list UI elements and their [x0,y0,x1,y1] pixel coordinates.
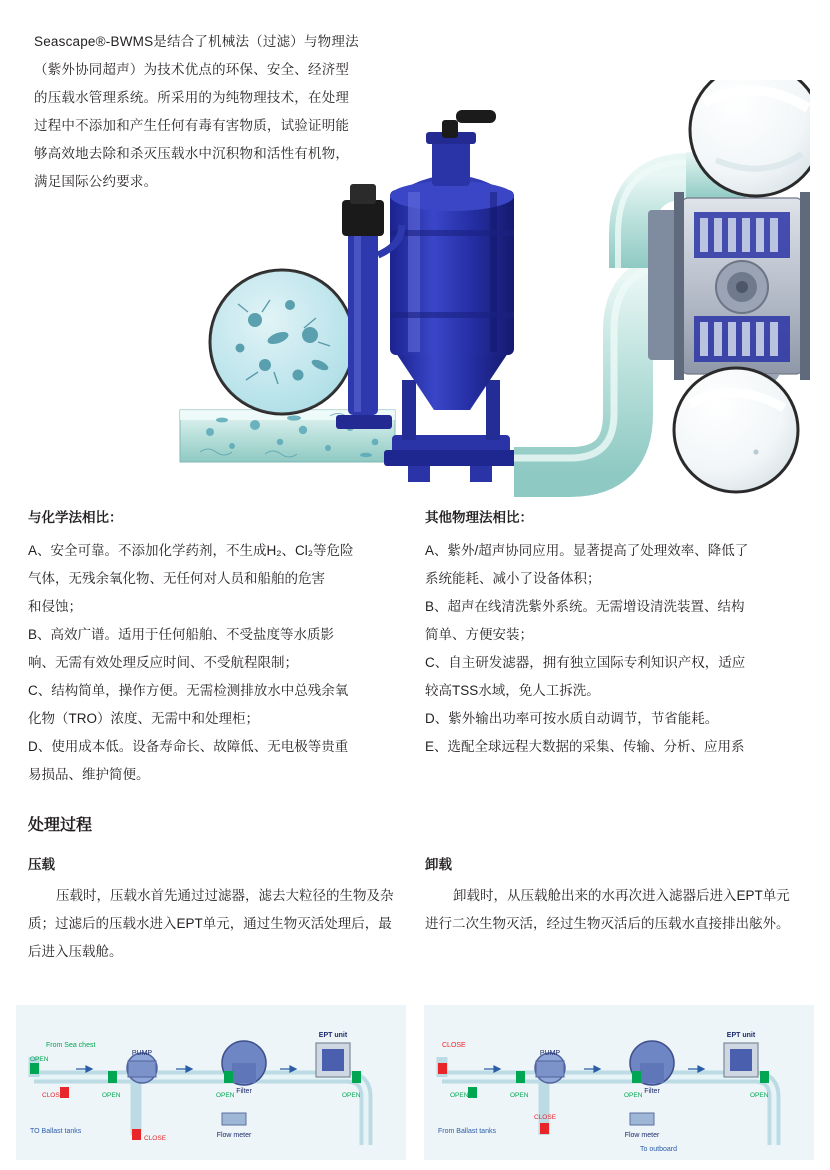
list-item: D、使用成本低。设备寿命长、故障低、无电极等贵重 [28,739,349,754]
svg-text:Filter: Filter [644,1088,660,1095]
list-item: 和侵蚀； [28,599,82,614]
svg-text:EPT unit: EPT unit [318,1032,348,1039]
svg-text:PUMP: PUMP [131,1050,153,1057]
intro-line: Seascape®-BWMS是结合了机械法（过滤）与物理法 [34,34,359,49]
svg-text:From Ballast tanks: From Ballast tanks [438,1128,496,1135]
svg-text:OPEN: OPEN [510,1092,529,1099]
svg-text:TO Ballast tanks: TO Ballast tanks [30,1128,82,1135]
svg-text:OPEN: OPEN [624,1092,643,1099]
process-deballast [425,852,797,938]
list-item: C、自主研发滤器，拥有独立国际专利知识产权，适应 [425,655,746,670]
list-item: A、紫外/超声协同应用。显著提高了处理效率、降低了 [425,543,749,558]
ballast-flow-diagram [16,1005,406,1160]
process-heading: 处理过程 [28,817,93,834]
svg-text:To outboard: To outboard [640,1146,677,1153]
comparison-column-chemical [28,505,400,789]
comparison-right-list [425,537,797,761]
svg-text:From Sea chest: From Sea chest [46,1042,96,1049]
svg-text:Flow meter: Flow meter [624,1132,660,1139]
deballast-flow-diagram [424,1005,814,1160]
list-item: B、超声在线清洗紫外系统。无需增设清洗装置、结构 [425,599,745,614]
system-illustration [170,80,810,500]
comparison-column-physical [425,505,797,761]
ballast-title: 压载 [28,857,55,872]
list-item: 气体，无残余氧化物、无任何对人员和船舶的危害 [28,571,325,586]
svg-text:PUMP: PUMP [539,1050,561,1057]
svg-text:OPEN: OPEN [102,1092,121,1099]
intro-line: 满足国际公约要求。 [34,174,158,189]
svg-text:EPT unit: EPT unit [726,1032,756,1039]
svg-text:Flow meter: Flow meter [216,1132,252,1139]
list-item: 系统能耗、减小了设备体积； [425,571,601,586]
svg-text:OPEN: OPEN [342,1092,361,1099]
filter-vessel [384,110,520,482]
list-item: C、结构简单，操作方便。无需检测排放水中总残余氧 [28,683,349,698]
list-item: E、选配全球远程大数据的采集、传输、分析、应用系 [425,739,745,754]
svg-text:OPEN: OPEN [750,1092,769,1099]
magnifier-clean-water-bottom [674,368,798,492]
intro-line: （紫外协同超声）为技术优点的环保、安全、经济型 [34,62,350,77]
list-item: B、高效广谱。适用于任何船舶、不受盐度等水质影 [28,627,335,642]
deballast-body: 卸载时，从压载舱出来的水再次进入滤器后进入EPT单元进行二次生物灭活，经过生物灭活后的压载水直接排出舷外。 [425,888,790,931]
svg-text:CLOSE: CLOSE [534,1114,557,1121]
svg-text:CLOSE: CLOSE [144,1135,167,1142]
svg-text:OPEN: OPEN [450,1092,469,1099]
list-item: 简单、方便安装； [425,627,533,642]
list-item: 易损品、维护简便。 [28,767,150,782]
ballast-body: 压载时，压载水首先通过过滤器，滤去大粒径的生物及杂质；过滤后的压载水进入EPT单元，通过生物灭活处理后，最后进入压载舱。 [28,888,394,959]
svg-text:OPEN: OPEN [30,1056,49,1063]
svg-text:Filter: Filter [236,1088,252,1095]
list-item: 响、无需有效处理反应时间、不受航程限制； [28,655,298,670]
comparison-right-title: 其他物理法相比： [425,510,533,525]
process-ballast [28,852,400,966]
svg-text:CLOSE: CLOSE [442,1042,466,1049]
comparison-left-list [28,537,400,789]
svg-text:CLOSE: CLOSE [42,1092,65,1099]
list-item: D、紫外输出功率可按水质自动调节，节省能耗。 [425,711,719,726]
list-item: A、安全可靠。不添加化学药剂，不生成H₂、Cl₂等危险 [28,543,354,558]
magnifier-microorganisms [210,270,354,414]
process-diagrams [0,1005,830,1165]
comparison-section [0,505,830,805]
intro-line: 够高效地去除和杀灭压载水中沉积物和活性有机物， [34,146,350,161]
comparison-left-title: 与化学法相比： [28,510,123,525]
deballast-title: 卸载 [425,857,452,872]
list-item: 化物（TRO）浓度、无需中和处理柜； [28,711,259,726]
svg-text:OPEN: OPEN [216,1092,235,1099]
intro-line: 的压载水管理系统。所采用的为纯物理技术，在处理 [34,90,350,105]
list-item: 较高TSS水域，免人工拆洗。 [425,683,600,698]
intro-line: 过程中不添加和产生任何有毒有害物质，试验证明能 [34,118,350,133]
